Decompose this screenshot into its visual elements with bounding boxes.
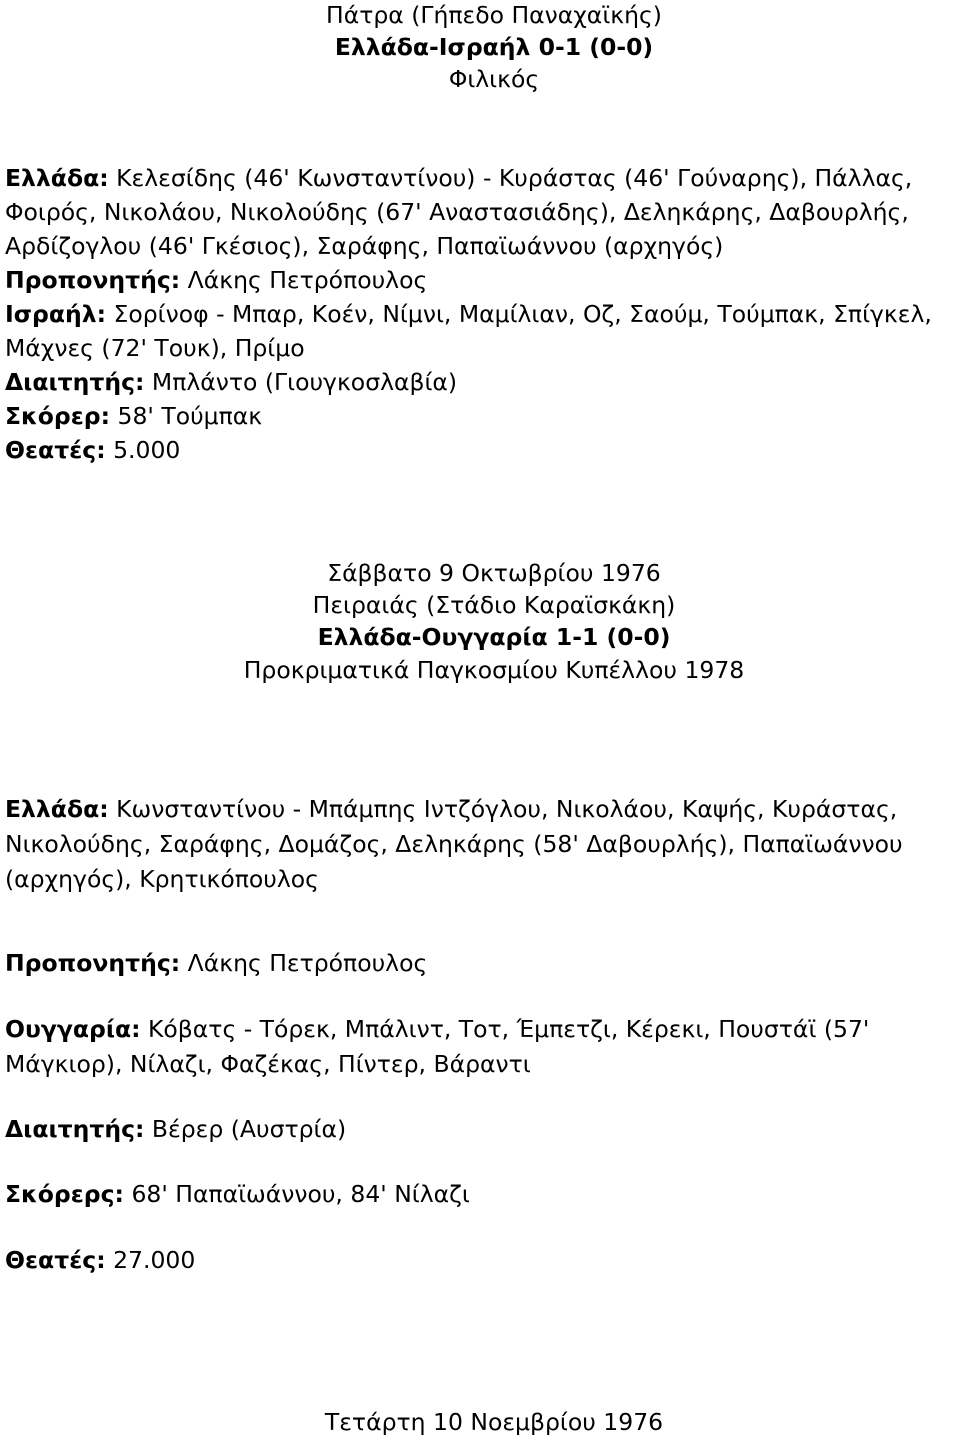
match1-competition: Φιλικός bbox=[448, 65, 540, 93]
match2-scorers-text: 68' Παπαϊωάννου, 84' Νίλαζι bbox=[131, 1180, 470, 1208]
match1-venue: Πάτρα (Γήπεδο Παναχαϊκής) bbox=[326, 1, 662, 29]
match1-greece-line1 bbox=[5, 161, 960, 195]
match1-israel-text1: Σορίνοφ - Μπαρ, Κοέν, Νίμνι, Μαμίλιαν, Οζ, Σαούμ, Τούμπακ, Σπίγκελ, bbox=[113, 300, 932, 328]
match2-hungary-lineup bbox=[5, 1012, 960, 1082]
match2-coach-line bbox=[5, 946, 960, 981]
match2-result bbox=[0, 622, 960, 652]
match1-greece-label: Ελλάδα: bbox=[5, 164, 109, 192]
match1-scorer-label: Σκόρερ: bbox=[5, 402, 111, 430]
match2-scorers-line bbox=[5, 1177, 960, 1212]
match1-attendance-label: Θεατές: bbox=[5, 436, 106, 464]
match1-referee-line bbox=[5, 365, 960, 399]
match2-date: Σάββατο 9 Οκτωβρίου 1976 bbox=[327, 559, 661, 587]
match2-hungary-text1: Κόβατς - Τόρεκ, Μπάλιντ, Τοτ, Έμπετζι, Κέρεκι, Πουστάϊ (57' bbox=[148, 1015, 870, 1043]
match1-greece-line3: Αρδίζογλου (46' Γκέσιος), Σαράφης, Παπαϊωάννου (αρχηγός) bbox=[5, 232, 724, 260]
match1-coach-line bbox=[5, 263, 960, 297]
match1-scorer-text: 58' Τούμπακ bbox=[117, 402, 263, 430]
match2-referee-name: Βέρερ (Αυστρία) bbox=[151, 1115, 347, 1143]
match1-result bbox=[0, 32, 960, 62]
match1-greece-line2: Φοιρός, Νικολάου, Νικολούδης (67' Αναστασιάδης), Δεληκάρης, Δαβουρλής, bbox=[5, 198, 909, 226]
match2-attendance-line bbox=[5, 1243, 960, 1278]
match1-scorer-line bbox=[5, 399, 960, 433]
match2-coach bbox=[5, 946, 960, 981]
match1-result-text: Ελλάδα-Ισραήλ 0-1 (0-0) bbox=[334, 33, 654, 61]
match2-referee-label: Διαιτητής: bbox=[5, 1115, 145, 1143]
match2-attendance-value: 27.000 bbox=[113, 1246, 196, 1274]
match2-referee-line bbox=[5, 1112, 960, 1147]
match2-competition: Προκριματικά Παγκοσμίου Κυπέλλου 1978 bbox=[243, 656, 745, 684]
match1-israel-label: Ισραήλ: bbox=[5, 300, 107, 328]
match2-scorers-label: Σκόρερς: bbox=[5, 1180, 124, 1208]
match3-date: Τετάρτη 10 Νοεμβρίου 1976 bbox=[324, 1408, 664, 1436]
match1-coach-label: Προπονητής: bbox=[5, 266, 181, 294]
match2-greece-line1 bbox=[5, 792, 960, 827]
match2-coach-name: Λάκης Πετρόπουλος bbox=[187, 949, 428, 977]
match2-referee bbox=[5, 1112, 960, 1147]
match2-hungary-line2: Μάγκιορ), Νίλαζι, Φαζέκας, Πίντερ, Βάραντι bbox=[5, 1050, 531, 1078]
match2-coach-label: Προπονητής: bbox=[5, 949, 181, 977]
match1-coach-name: Λάκης Πετρόπουλος bbox=[187, 266, 428, 294]
match1-referee-label: Διαιτητής: bbox=[5, 368, 145, 396]
match2-scorers bbox=[5, 1177, 960, 1212]
match1-greece-text1: Κελεσίδης (46' Κωνσταντίνου) - Κυράστας (46' Γούναρης), Πάλλας, bbox=[116, 164, 913, 192]
match1-israel-line2: Μάχνες (72' Τουκ), Πρίμο bbox=[5, 334, 305, 362]
match2-greece-lineup bbox=[5, 792, 960, 897]
match2-venue: Πειραιάς (Στάδιο Καραϊσκάκη) bbox=[312, 591, 676, 619]
match2-result-text: Ελλάδα-Ουγγαρία 1-1 (0-0) bbox=[317, 623, 671, 651]
match1-israel-line1 bbox=[5, 297, 960, 331]
match1-attendance-line bbox=[5, 433, 960, 467]
match2-hungary-line1 bbox=[5, 1012, 960, 1047]
match2-greece-label: Ελλάδα: bbox=[5, 795, 109, 823]
match1-details bbox=[5, 161, 960, 467]
match2-attendance-label: Θεατές: bbox=[5, 1246, 106, 1274]
match2-greece-line2: Νικολούδης, Σαράφης, Δομάζος, Δεληκάρης (58' Δαβουρλής), Παπαϊωάννου bbox=[5, 830, 903, 858]
match1-attendance-value: 5.000 bbox=[113, 436, 181, 464]
match1-referee-name: Μπλάντο (Γιουγκοσλαβία) bbox=[151, 368, 458, 396]
match2-greece-text1: Κωνσταντίνου - Μπάμπης Ιντζόγλου, Νικολάου, Καψής, Κυράστας, bbox=[116, 795, 898, 823]
match2-hungary-label: Ουγγαρία: bbox=[5, 1015, 141, 1043]
match2-greece-line3: (αρχηγός), Κρητικόπουλος bbox=[5, 865, 319, 893]
match2-attendance bbox=[5, 1243, 960, 1278]
